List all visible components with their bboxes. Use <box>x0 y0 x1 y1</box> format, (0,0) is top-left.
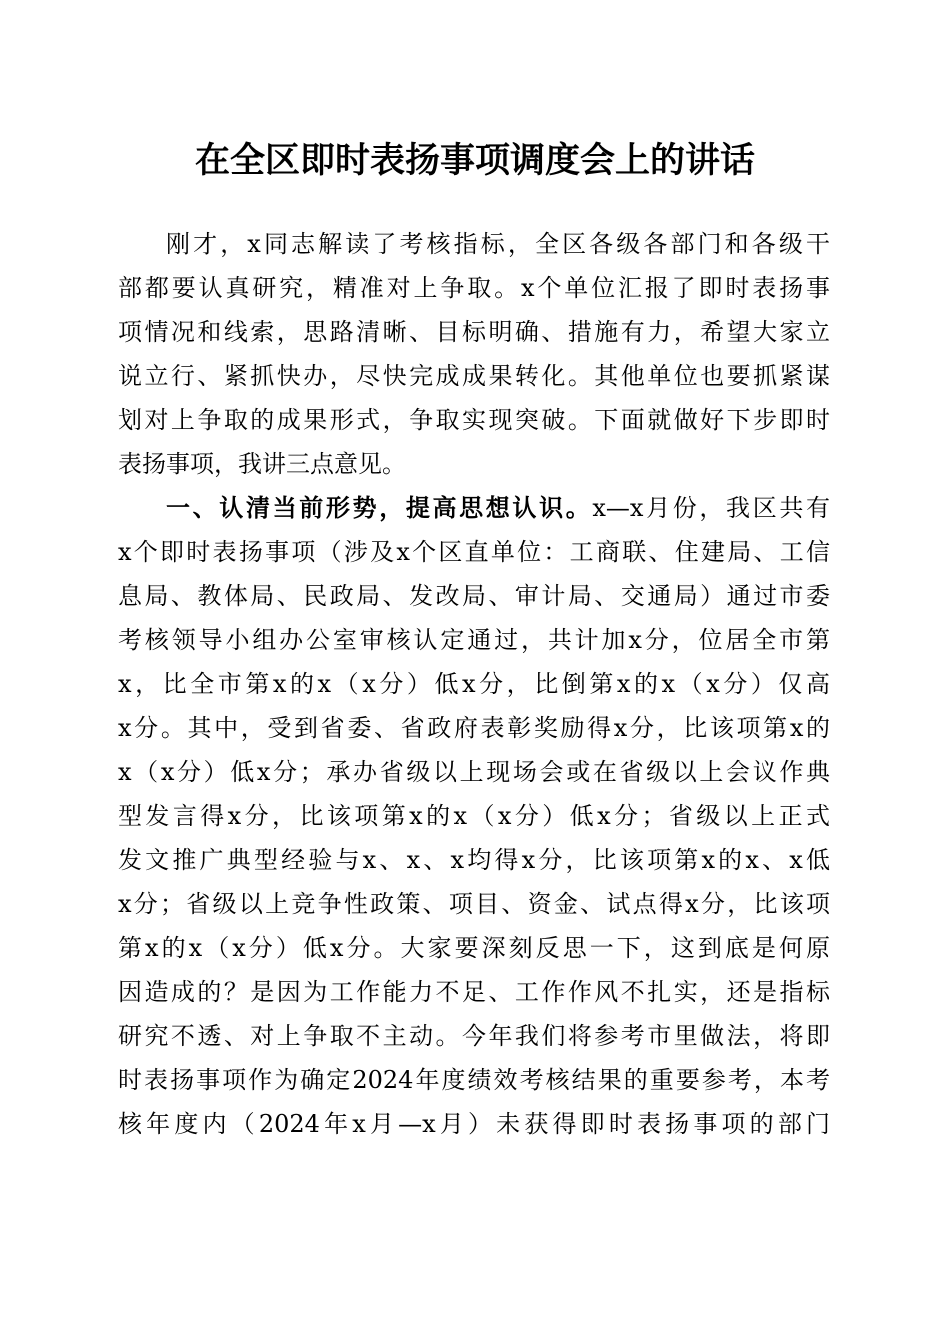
text-line: 划对上争取的成果形式，争取实现突破。下面就做好下步即时 <box>118 406 830 434</box>
text-line: 研究不透、对上争取不主动。今年我们将参考市里做法，将即 <box>118 1022 830 1050</box>
text-line: 部都要认真研究，精准对上争取。x个单位汇报了即时表扬事 <box>118 274 830 302</box>
paragraph-section-1 <box>118 486 830 1146</box>
text-line: 核年度内（2024年x月—x月）未获得即时表扬事项的部门 <box>118 1110 830 1138</box>
text-line: x（x分）低x分；承办省级以上现场会或在省级以上会议作典 <box>118 758 830 786</box>
paragraph-intro <box>118 222 830 486</box>
text-line: x分；省级以上竞争性政策、项目、资金、试点得x分，比该项 <box>118 890 830 918</box>
text-line <box>118 486 830 530</box>
text-line: x个即时表扬事项（涉及x个区直单位：工商联、住建局、工信 <box>118 538 830 566</box>
text-line: x，比全市第x的x（x分）低x分，比倒第x的x（x分）仅高 <box>118 670 830 698</box>
text-line: 表扬事项，我讲三点意见。 <box>118 450 406 478</box>
document-body <box>118 222 830 1146</box>
document-title: 在全区即时表扬事项调度会上的讲话 <box>194 140 755 181</box>
text-line: 说立行、紧抓快办，尽快完成成果转化。其他单位也要抓紧谋 <box>118 362 830 390</box>
text-line: 因造成的？是因为工作能力不足、工作作风不扎实，还是指标 <box>118 978 830 1006</box>
text-line: 第x的x（x分）低x分。大家要深刻反思一下，这到底是何原 <box>118 934 830 962</box>
section-heading: 一、认清当前形势，提高思想认识。 <box>166 493 593 522</box>
text-run: x—x月份，我区共有 <box>592 494 831 522</box>
text-line: 发文推广典型经验与x、x、x均得x分，比该项第x的x、x低 <box>118 846 830 874</box>
text-line: 时表扬事项作为确定2024年度绩效考核结果的重要参考，本考 <box>118 1066 830 1094</box>
text-line: 息局、教体局、民政局、发改局、审计局、交通局）通过市委 <box>118 582 830 610</box>
text-line: 项情况和线索，思路清晰、目标明确、措施有力，希望大家立 <box>118 318 830 346</box>
text-line: x分。其中，受到省委、省政府表彰奖励得x分，比该项第x的 <box>118 714 830 742</box>
text-line: 考核领导小组办公室审核认定通过，共计加x分，位居全市第 <box>118 626 830 654</box>
text-line: 型发言得x分，比该项第x的x（x分）低x分；省级以上正式 <box>118 802 830 830</box>
text-line: 刚才，x同志解读了考核指标，全区各级各部门和各级干 <box>166 230 830 258</box>
